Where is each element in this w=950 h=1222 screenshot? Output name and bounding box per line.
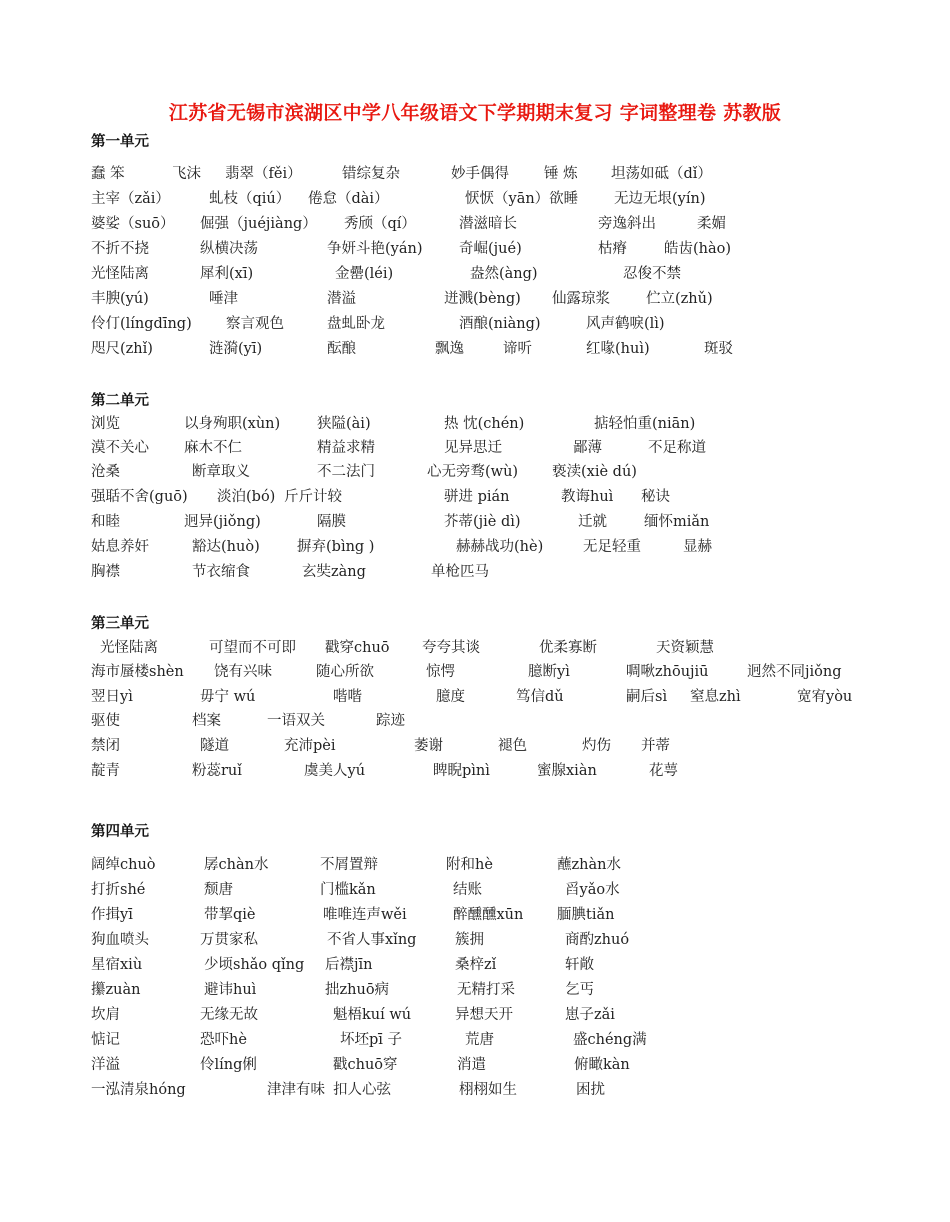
vocab-term: 盎然(àng)	[470, 266, 538, 282]
vocab-term: 困扰	[576, 1082, 605, 1098]
vocab-term: 犀利(xī)	[200, 266, 254, 282]
vocab-term: 飞沫	[172, 166, 201, 182]
vocab-row	[0, 686, 950, 708]
vocab-term: 作揖yī	[91, 907, 133, 923]
vocab-term: 结账	[453, 882, 482, 898]
vocab-term: 争妍斗艳(yán)	[327, 241, 423, 257]
vocab-term: 亵渎(xiè dú)	[552, 464, 637, 480]
vocab-row	[0, 536, 950, 558]
vocab-row	[0, 854, 950, 876]
vocab-term: 蜜腺xiàn	[537, 763, 597, 779]
vocab-term: 一泓清泉hóng	[91, 1082, 186, 1098]
vocab-term: 虞美人yú	[304, 763, 366, 779]
vocab-term: 笃信dǔ	[516, 689, 564, 705]
vocab-row	[0, 1054, 950, 1076]
vocab-term: 臆断yì	[528, 664, 570, 680]
vocab-term: 丰腴(yú)	[91, 291, 149, 307]
vocab-row	[0, 486, 950, 508]
vocab-term: 俯瞰kàn	[574, 1057, 630, 1073]
vocab-term: 旁逸斜出	[598, 216, 656, 232]
vocab-term: 狗血喷头	[91, 932, 149, 948]
vocab-term: 浏览	[91, 416, 120, 432]
vocab-term: 掂轻怕重(niān)	[594, 416, 696, 432]
vocab-term: 门槛kǎn	[320, 882, 376, 898]
vocab-term: 显赫	[683, 539, 712, 555]
vocab-term: 附和hè	[446, 857, 493, 873]
unit-heading: 第二单元	[91, 392, 149, 409]
vocab-term: 坏坯pī 子	[340, 1032, 403, 1048]
vocab-term: 一语双关	[267, 713, 325, 729]
vocab-term: 洋溢	[91, 1057, 120, 1073]
vocab-term: 唾津	[209, 291, 238, 307]
vocab-term: 唯唯连声wěi	[323, 907, 407, 923]
vocab-term: 桑梓zǐ	[455, 957, 497, 973]
vocab-term: 商酌zhuó	[565, 932, 630, 948]
vocab-term: 睥睨pìnì	[433, 763, 490, 779]
vocab-term: 强聒不舍(guō)	[91, 489, 188, 505]
vocab-row	[0, 288, 950, 310]
vocab-term: 涟漪(yī)	[209, 341, 263, 357]
vocab-row	[0, 338, 950, 360]
vocab-term: 漠不关心	[91, 440, 149, 456]
vocab-term: 骈进 pián	[444, 489, 510, 505]
vocab-row	[0, 238, 950, 260]
vocab-term: 鄙薄	[573, 440, 602, 456]
vocab-term: 荒唐	[465, 1032, 494, 1048]
vocab-term: 拙zhuō病	[325, 982, 390, 998]
vocab-term: 谛听	[503, 341, 532, 357]
vocab-term: 伶líng俐	[200, 1057, 257, 1073]
vocab-term: 芥蒂(jiè dì)	[444, 514, 521, 530]
vocab-term: 迥然不同jiǒng	[747, 664, 842, 680]
vocab-term: 枯瘠	[598, 241, 627, 257]
vocab-term: 狭隘(ài)	[317, 416, 371, 432]
vocab-term: 摒弃(bìng )	[297, 539, 375, 555]
vocab-term: 风声鹤唳(lì)	[586, 316, 665, 332]
vocab-term: 无精打采	[457, 982, 515, 998]
vocab-term: 潜溢	[327, 291, 356, 307]
vocab-row	[0, 1029, 950, 1051]
vocab-row	[0, 263, 950, 285]
vocab-term: 打折shé	[91, 882, 146, 898]
vocab-term: 教诲huì	[561, 489, 614, 505]
vocab-term: 断章取义	[192, 464, 250, 480]
vocab-term: 戳穿chuō	[325, 640, 390, 656]
vocab-term: 恐吓hè	[200, 1032, 247, 1048]
vocab-term: 酝酿	[327, 341, 356, 357]
vocab-term: 扣人心弦	[333, 1082, 391, 1098]
vocab-term: 不省人事xǐng	[327, 932, 417, 948]
vocab-term: 秘诀	[641, 489, 670, 505]
vocab-term: 隔膜	[317, 514, 346, 530]
vocab-term: 咫尺(zhǐ)	[91, 341, 153, 357]
vocab-term: 醉醺醺xūn	[453, 907, 524, 923]
vocab-row	[0, 213, 950, 235]
vocab-row	[0, 661, 950, 683]
vocab-term: 窒息zhì	[690, 689, 741, 705]
vocab-term: 蘸zhàn水	[557, 857, 621, 873]
vocab-term: 无足轻重	[583, 539, 641, 555]
vocab-term: 少顷shǎo qǐng	[204, 957, 305, 973]
vocab-term: 伶仃(língdīng)	[91, 316, 192, 332]
vocab-row	[0, 929, 950, 951]
vocab-term: 宽宥yòu	[797, 689, 853, 705]
vocab-term: 坦荡如砥（dǐ）	[611, 166, 712, 182]
vocab-term: 万贯家私	[200, 932, 258, 948]
vocab-term: 夸夸其谈	[422, 640, 480, 656]
vocab-term: 潜滋暗长	[459, 216, 517, 232]
vocab-row	[0, 313, 950, 335]
vocab-term: 颓唐	[204, 882, 233, 898]
vocab-term: 不足称道	[648, 440, 706, 456]
vocab-term: 麻木不仁	[184, 440, 242, 456]
vocab-term: 斤斤计较	[284, 489, 342, 505]
vocab-term: 豁达(huò)	[192, 539, 260, 555]
vocab-term: 察言观色	[226, 316, 284, 332]
vocab-term: 后襟jīn	[325, 957, 373, 973]
vocab-term: 魁梧kuí wú	[333, 1007, 412, 1023]
vocab-term: 海市蜃楼shèn	[91, 664, 184, 680]
vocab-term: 随心所欲	[316, 664, 374, 680]
vocab-term: 姑息养奸	[91, 539, 149, 555]
vocab-term: 主宰（zǎi）	[91, 191, 170, 207]
vocab-term: 带挈qiè	[204, 907, 256, 923]
vocab-term: 缅怀miǎn	[644, 514, 710, 530]
vocab-term: 粉蕊ruǐ	[192, 763, 242, 779]
vocab-term: 花萼	[649, 763, 678, 779]
vocab-row	[0, 413, 950, 435]
vocab-term: 充沛pèi	[284, 738, 336, 754]
vocab-term: 毋宁 wú	[200, 689, 256, 705]
vocab-row	[0, 954, 950, 976]
vocab-row	[0, 163, 950, 185]
vocab-row	[0, 879, 950, 901]
vocab-term: 单枪匹马	[431, 564, 489, 580]
vocab-term: 热 忱(chén)	[444, 416, 525, 432]
vocab-term: 忍俊不禁	[623, 266, 681, 282]
vocab-term: 斑驳	[704, 341, 733, 357]
vocab-term: 恹恹（yān）欲睡	[465, 191, 579, 207]
vocab-term: 灼伤	[582, 738, 611, 754]
vocab-row	[0, 561, 950, 583]
vocab-term: 啁啾zhōujiū	[626, 664, 709, 680]
vocab-term: 饶有兴味	[214, 664, 272, 680]
vocab-term: 臆度	[436, 689, 465, 705]
vocab-term: 惊愕	[426, 664, 455, 680]
vocab-term: 禁闭	[91, 738, 120, 754]
vocab-row	[0, 461, 950, 483]
vocab-term: 并蒂	[641, 738, 670, 754]
vocab-term: 避讳huì	[204, 982, 257, 998]
vocab-term: 褪色	[498, 738, 527, 754]
vocab-term: 妙手偶得	[451, 166, 509, 182]
vocab-term: 迥异(jiǒng)	[184, 514, 261, 530]
vocab-term: 档案	[192, 713, 221, 729]
vocab-term: 锤 炼	[544, 166, 578, 182]
vocab-term: 星宿xiù	[91, 957, 143, 973]
document-title: 江苏省无锡市滨湖区中学八年级语文下学期期末复习 字词整理卷 苏教版	[168, 102, 782, 124]
vocab-row	[0, 1079, 950, 1101]
vocab-term: 节衣缩食	[192, 564, 250, 580]
vocab-term: 皓齿(hào)	[664, 241, 732, 257]
vocab-term: 驱使	[91, 713, 120, 729]
vocab-term: 戳chuō穿	[333, 1057, 398, 1073]
vocab-term: 淡泊(bó)	[217, 489, 276, 505]
vocab-term: 飘逸	[435, 341, 464, 357]
vocab-term: 倦怠（dài）	[308, 191, 389, 207]
unit-heading: 第四单元	[91, 823, 149, 840]
vocab-term: 可望而不可即	[209, 640, 296, 656]
vocab-term: 优柔寡断	[539, 640, 597, 656]
vocab-row	[0, 188, 950, 210]
vocab-term: 光怪陆离	[91, 266, 149, 282]
vocab-term: 不折不挠	[91, 241, 149, 257]
vocab-term: 乞丐	[565, 982, 594, 998]
vocab-term: 天资颖慧	[656, 640, 714, 656]
vocab-term: 隧道	[200, 738, 229, 754]
vocab-term: 伫立(zhǔ)	[646, 291, 713, 307]
vocab-row	[0, 979, 950, 1001]
vocab-term: 迁就	[578, 514, 607, 530]
vocab-term: 惦记	[91, 1032, 120, 1048]
vocab-term: 异想天开	[455, 1007, 513, 1023]
vocab-term: 酒酿(niàng)	[459, 316, 541, 332]
vocab-term: 无边无垠(yín)	[614, 191, 706, 207]
unit-heading: 第一单元	[91, 133, 149, 150]
vocab-term: 以身殉职(xùn)	[184, 416, 281, 432]
vocab-term: 沧桑	[91, 464, 120, 480]
vocab-term: 坎肩	[91, 1007, 120, 1023]
vocab-term: 仙露琼浆	[552, 291, 610, 307]
vocab-term: 金罍(léi)	[335, 266, 394, 282]
vocab-term: 踪迹	[376, 713, 405, 729]
vocab-term: 崽子zǎi	[565, 1007, 615, 1023]
vocab-row	[0, 904, 950, 926]
vocab-term: 迸溅(bèng)	[444, 291, 521, 307]
vocab-term: 阔绰chuò	[91, 857, 156, 873]
vocab-term: 红喙(huì)	[586, 341, 650, 357]
vocab-term: 嗣后sì	[626, 689, 668, 705]
vocab-term: 喈喈	[333, 689, 362, 705]
vocab-term: 柔媚	[697, 216, 726, 232]
vocab-term: 秀颀（qí）	[344, 216, 416, 232]
vocab-term: 蠢 笨	[91, 166, 125, 182]
vocab-term: 萎谢	[414, 738, 443, 754]
vocab-term: 玄奘zàng	[302, 564, 366, 580]
vocab-row	[0, 710, 950, 732]
vocab-row	[0, 1004, 950, 1026]
vocab-term: 消遣	[457, 1057, 486, 1073]
vocab-term: 靛青	[91, 763, 120, 779]
vocab-term: 倔强（juéjiàng）	[200, 216, 317, 232]
vocab-term: 翌日yì	[91, 689, 133, 705]
vocab-term: 奇崛(jué)	[459, 241, 522, 257]
vocab-term: 腼腆tiǎn	[557, 907, 615, 923]
vocab-term: 精益求精	[317, 440, 375, 456]
vocab-term: 盛chéng满	[573, 1032, 647, 1048]
vocab-term: 不屑置辩	[320, 857, 378, 873]
unit-heading: 第三单元	[91, 615, 149, 632]
vocab-term: 盘虬卧龙	[327, 316, 385, 332]
vocab-term: 纵横决荡	[200, 241, 258, 257]
vocab-term: 轩敞	[565, 957, 594, 973]
vocab-term: 无缘无故	[200, 1007, 258, 1023]
vocab-term: 错综复杂	[342, 166, 400, 182]
vocab-term: 光怪陆离	[100, 640, 158, 656]
vocab-term: 心无旁骛(wù)	[427, 464, 519, 480]
vocab-term: 见异思迁	[444, 440, 502, 456]
vocab-row	[0, 437, 950, 459]
vocab-term: 栩栩如生	[459, 1082, 517, 1098]
vocab-term: 津津有味	[267, 1082, 325, 1098]
vocab-term: 赫赫战功(hè)	[456, 539, 544, 555]
vocab-term: 虬枝（qiú）	[209, 191, 291, 207]
vocab-term: 簇拥	[455, 932, 484, 948]
vocab-row	[0, 735, 950, 757]
vocab-row	[0, 637, 950, 659]
vocab-row	[0, 760, 950, 782]
vocab-term: 攥zuàn	[91, 982, 141, 998]
vocab-term: 孱chàn水	[204, 857, 269, 873]
vocab-term: 胸襟	[91, 564, 120, 580]
vocab-row	[0, 511, 950, 533]
vocab-term: 和睦	[91, 514, 120, 530]
vocab-term: 婆娑（suō）	[91, 216, 175, 232]
vocab-term: 翡翠（fěi）	[225, 166, 302, 182]
vocab-term: 舀yǎo水	[565, 882, 620, 898]
vocab-term: 不二法门	[317, 464, 375, 480]
